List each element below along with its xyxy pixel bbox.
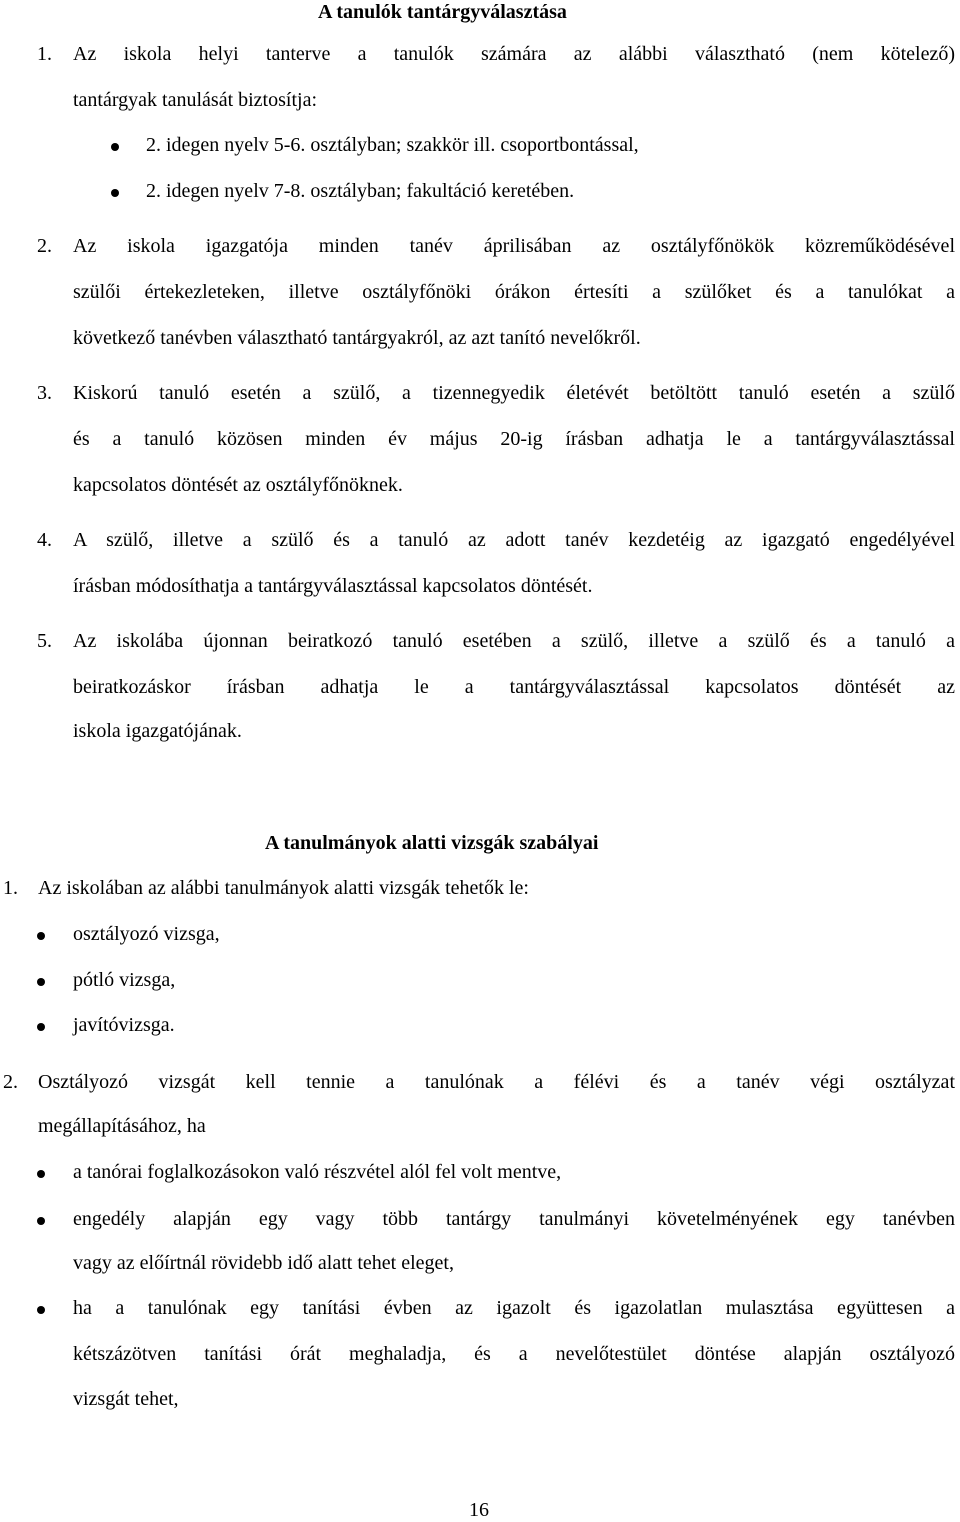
item-number: 3.: [37, 382, 52, 404]
paragraph-line: iskola igazgatójának.: [73, 720, 242, 742]
item-number: 1.: [37, 43, 52, 65]
item-number: 2.: [3, 1071, 18, 1093]
item-number: 2.: [37, 235, 52, 257]
item-number: 5.: [37, 630, 52, 652]
bullet-icon: [37, 1217, 45, 1225]
bullet-icon: [37, 978, 45, 986]
list-item: 2. idegen nyelv 7-8. osztályban; fakultáció keretében.: [146, 180, 575, 202]
list-item: a tanórai foglalkozásokon való részvétel alól fel volt mentve,: [73, 1161, 562, 1183]
section-title-subject-choice: A tanulók tantárgyválasztása: [318, 1, 567, 23]
paragraph-line: Osztályozó vizsgát kell tennie a tanulónak a félévi és a tanév végi osztályzat: [38, 1071, 955, 1093]
item-number: 4.: [37, 529, 52, 551]
paragraph-line: következő tanévben választható tantárgyakról, az azt tanító nevelőkről.: [73, 327, 641, 349]
list-item-line: vagy az előírtnál rövidebb idő alatt tehet eleget,: [73, 1252, 454, 1274]
section-title-exams: A tanulmányok alatti vizsgák szabályai: [265, 832, 599, 854]
bullet-icon: [111, 143, 119, 151]
bullet-icon: [37, 1170, 45, 1178]
bullet-icon: [111, 189, 119, 197]
paragraph-line: Az iskola igazgatója minden tanév áprilisában az osztályfőnökök közreműködésével: [73, 235, 955, 257]
paragraph-line: kapcsolatos döntését az osztályfőnöknek.: [73, 474, 403, 496]
paragraph-line: megállapításához, ha: [38, 1115, 206, 1137]
list-item-line: ha a tanulónak egy tanítási évben az igazolt és igazolatlan mulasztása együttesen a: [73, 1297, 955, 1319]
bullet-icon: [37, 1023, 45, 1031]
list-item: osztályozó vizsga,: [73, 923, 220, 945]
paragraph-line: A szülő, illetve a szülő és a tanuló az adott tanév kezdetéig az igazgató engedélyével: [73, 529, 955, 551]
item-number: 1.: [3, 877, 18, 899]
paragraph-line: Az iskolába újonnan beiratkozó tanuló esetében a szülő, illetve a szülő és a tanuló a: [73, 630, 955, 652]
paragraph-line: beiratkozáskor írásban adhatja le a tantárgyválasztással kapcsolatos döntését az: [73, 676, 955, 698]
list-item: javítóvizsga.: [73, 1014, 175, 1036]
bullet-icon: [37, 932, 45, 940]
list-item: pótló vizsga,: [73, 969, 176, 991]
list-item-line: engedély alapján egy vagy több tantárgy tanulmányi követelményének egy tanévben: [73, 1208, 955, 1230]
paragraph-line: szülői értekezleteken, illetve osztályfőnöki órákon értesíti a szülőket és a tanulókat a: [73, 281, 955, 303]
paragraph-line: Az iskolában az alábbi tanulmányok alatti vizsgák tehetők le:: [38, 877, 529, 899]
list-item: 2. idegen nyelv 5-6. osztályban; szakkör ill. csoportbontással,: [146, 134, 639, 156]
paragraph-line: és a tanuló közösen minden év május 20-ig írásban adhatja le a tantárgyválasztással: [73, 428, 955, 450]
bullet-icon: [37, 1306, 45, 1314]
paragraph-line: tantárgyak tanulását biztosítja:: [73, 89, 318, 111]
page-number: 16: [469, 1499, 489, 1521]
list-item-line: kétszázötven tanítási órát meghaladja, és a nevelőtestület döntése alapján osztályozó: [73, 1343, 955, 1365]
paragraph-line: írásban módosíthatja a tantárgyválasztással kapcsolatos döntését.: [73, 575, 593, 597]
paragraph-line: Az iskola helyi tanterve a tanulók számára az alábbi választható (nem kötelező): [73, 43, 955, 65]
paragraph-line: Kiskorú tanuló esetén a szülő, a tizennegyedik életévét betöltött tanuló esetén a szülő: [73, 382, 955, 404]
list-item-line: vizsgát tehet,: [73, 1388, 179, 1410]
